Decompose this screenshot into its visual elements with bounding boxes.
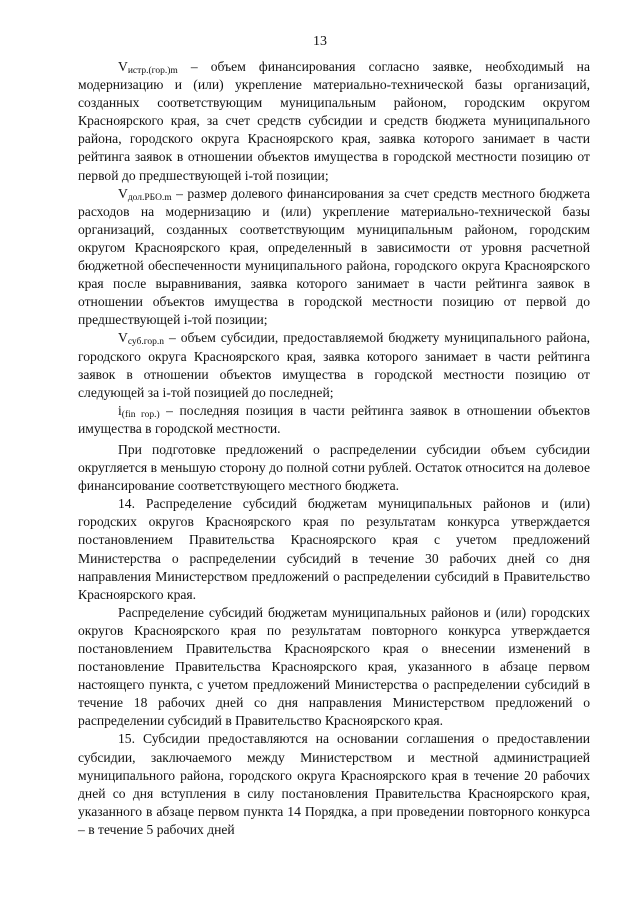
paragraph-text: – последняя позиция в части рейтинга заявок в отношении объектов имущества в городской местности. (78, 402, 590, 436)
formula-subscript: истр.(гор.)m (127, 66, 178, 76)
paragraph-rounding: При подготовке предложений о распределении субсидии объем субсидии округляется в меньшую сторону до полной сотни рублей. Остаток относится на долевое финансирование соответствующего местного бюджета. (78, 441, 590, 494)
paragraph-text: – размер долевого финансирования за счет средств местного бюджета расходов на модернизацию и (или) укрепление материально-технической базы организаций, созданных соответствующим муниципальным районом, городским округом Красноярского края, определенный в зависимости от уровня расчетной бюджетной обеспеченности муниципального района, городского округа Красноярского края после выравнивания, заявка которого занимает в части рейтинга заявок в отношении объектов имущества в городской местности позицию от первой до предшествующей i-той позиции; (78, 185, 590, 328)
page-number: 13 (313, 34, 327, 49)
paragraph-text: – объем финансирования согласно заявке, необходимый на модернизацию и (или) укрепление материально-технической базы организаций, созданных соответствующим муниципальным районом, городским округом Красноярского края, за счет средств субсидии и средств бюджета муниципального района, городского округа Красноярского края, заявка которого занимает в части рейтинга заявок в отношении объектов имущества в городской местности позицию от первой до предшествующей i-той позиции; (78, 59, 590, 183)
formula-subscript: суб.гор.n (127, 337, 165, 348)
document-body (78, 58, 590, 839)
formula-symbol: V (118, 330, 128, 346)
paragraph-text: – объем субсидии, предоставляемой бюджету муниципального района, городского округа Красноярского края, заявка которого занимает в части рейтинга заявок в отношении объектов имущества в городской местности позицию от следующей за i-той позицией до последней; (78, 330, 590, 400)
formula-symbol: V (118, 59, 128, 74)
paragraph-v-sub (78, 329, 590, 401)
paragraph-v-dol (78, 185, 590, 330)
paragraph-v-istr (78, 58, 590, 185)
formula-subscript: (fin гор.) (121, 409, 160, 420)
paragraph-i-fin (78, 402, 590, 438)
paragraph-14: 14. Распределение субсидий бюджетам муниципальных районов и (или) городских округов Красноярского края по результатам конкурса утверждается постановлением Правительства Красноярского края с учетом предложений Министерства о распределении субсидий в течение 30 рабочих дней со дня направления Министерством предложений о распределении субсидий в Правительство Красноярского края. (78, 496, 590, 602)
paragraph-15: 15. Субсидии предоставляются на основании соглашения о предоставлении субсидии, заключаемого между Министерством и местной администрацией муниципального района, городского округа Красноярского края в течение 20 рабочих дней со дня вступления в силу постановления Правительства Красноярского края, указанного в абзаце первом пункта 14 Порядка, а при проведении повторного конкурса – в течение 5 рабочих дней (78, 731, 590, 837)
paragraph-14-repeat: Распределение субсидий бюджетам муниципальных районов и (или) городских округов Красноярского края по результатам повторного конкурса утверждается постановлением Правительства Красноярского края о внесении изменений в постановление Правительства Красноярского края, указанного в абзаце первом настоящего пункта, с учетом предложений Министерства о распределении субсидий в течение 18 рабочих дней со дня направления Министерством предложений о распределении субсидий в Правительство Красноярского края. (78, 604, 590, 729)
formula-symbol: V (118, 185, 128, 201)
formula-subscript: дол.РБО.m (127, 192, 172, 203)
formula-symbol: i (118, 402, 122, 418)
